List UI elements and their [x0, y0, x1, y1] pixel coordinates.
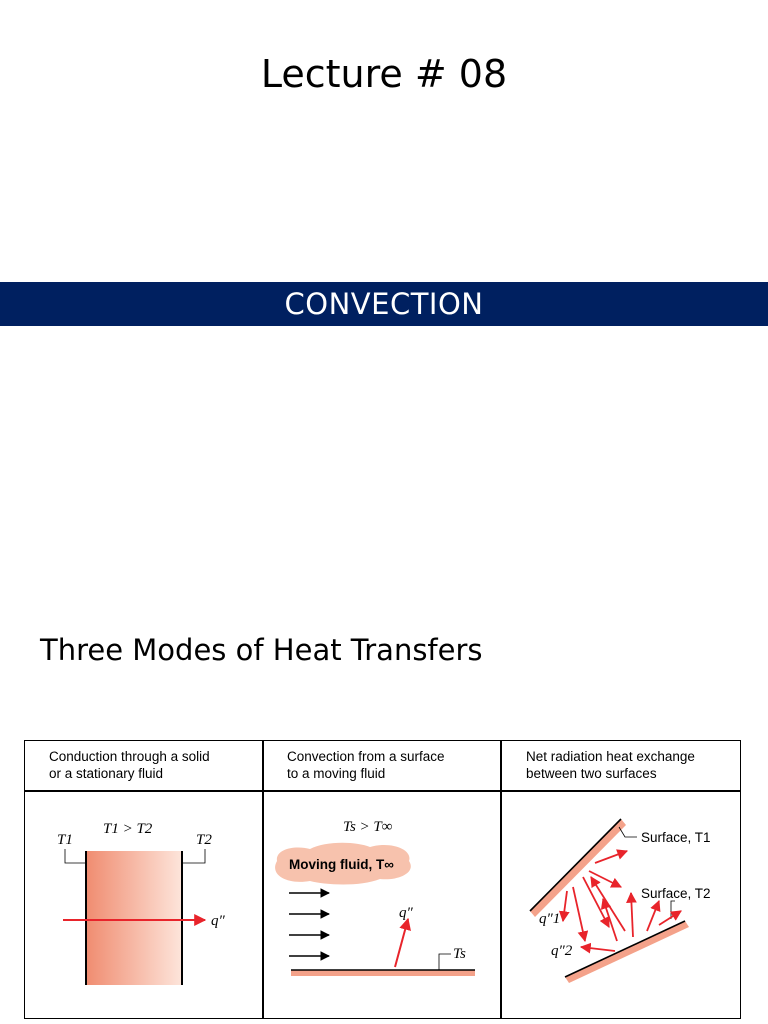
ts-leader-line — [439, 954, 451, 970]
convection-condition: Ts > T∞ — [343, 819, 393, 835]
surface-2-label: Surface, T2 — [641, 886, 711, 901]
t1-label: T1 — [57, 832, 73, 848]
radiation-arrow — [573, 887, 585, 941]
convection-flux-arrow — [395, 919, 408, 967]
radiation-panel — [530, 819, 711, 983]
banner-text: CONVECTION — [284, 287, 484, 321]
radiation-arrow — [581, 947, 615, 951]
radiation-arrow — [647, 901, 659, 931]
convection-header: Convection from a surface to a moving fluid — [287, 749, 445, 781]
conduction-condition: T1 > T2 — [103, 821, 153, 837]
radiation-arrow — [631, 893, 633, 937]
solid-slab — [86, 851, 182, 985]
conduction-panel — [57, 821, 226, 985]
radiation-arrow — [589, 871, 621, 887]
radiation-header: Net radiation heat exchange between two surfaces — [526, 749, 695, 781]
q2-label: q″2 — [551, 943, 573, 959]
conduction-header: Conduction through a solid or a stationary fluid — [49, 749, 210, 781]
radiation-arrow — [563, 891, 567, 921]
radiation-arrow — [595, 851, 627, 863]
heat-transfer-modes-figure — [24, 740, 741, 1019]
radiation-arrow — [659, 911, 681, 925]
surface-1-label: Surface, T1 — [641, 830, 711, 845]
convection-panel — [275, 819, 475, 976]
conduction-flux-label: q″ — [211, 913, 225, 929]
convection-flux-label: q″ — [399, 905, 413, 921]
surface-2-body — [565, 921, 689, 983]
section-banner — [0, 282, 768, 326]
slide-subtitle: Three Modes of Heat Transfers — [40, 633, 483, 667]
q1-label: q″1 — [539, 911, 561, 927]
moving-fluid-label: Moving fluid, T∞ — [289, 857, 394, 872]
t2-label: T2 — [196, 832, 212, 848]
t1-leader-line — [65, 849, 86, 863]
figure-drawing — [25, 741, 742, 1020]
slide-title: Lecture # 08 — [260, 52, 508, 96]
ts-label: Ts — [453, 946, 466, 962]
heated-surface — [291, 970, 475, 976]
t2-leader-line — [182, 849, 205, 863]
surface-1-body — [530, 819, 626, 917]
